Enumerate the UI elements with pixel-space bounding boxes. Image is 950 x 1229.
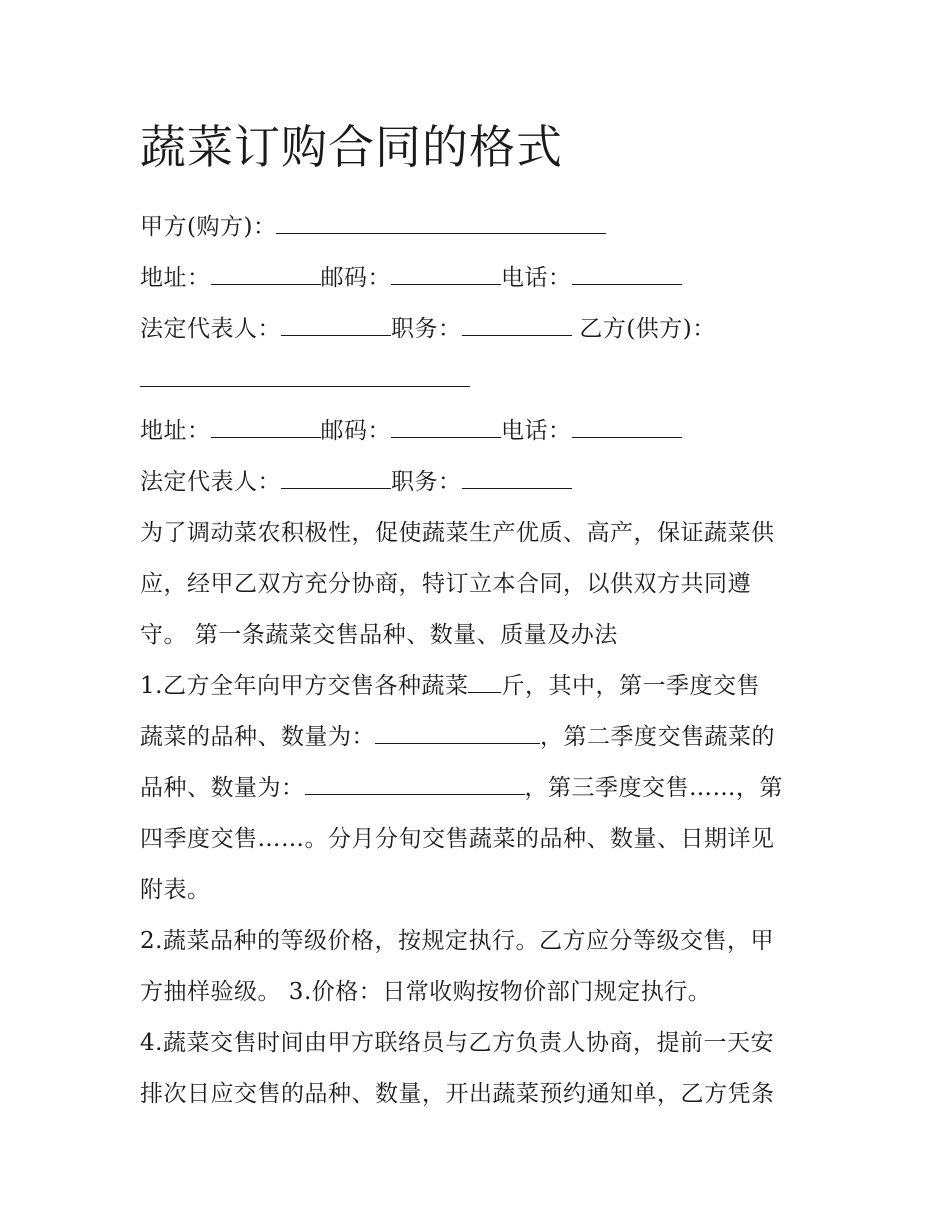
item1-text-b: 斤，其中，第一季度交售 — [501, 673, 760, 699]
party-a-address-label: 地址： — [140, 265, 211, 291]
item1-line-1 — [140, 661, 812, 712]
party-b-rep-line — [140, 457, 812, 508]
party-a-phone-blank — [572, 266, 682, 285]
party-b-position-blank — [462, 470, 572, 489]
party-a-label: 甲方(购方)： — [140, 214, 277, 240]
party-a-position-blank — [462, 317, 572, 336]
party-a-rep-line — [140, 304, 812, 355]
party-a-rep-label: 法定代表人： — [140, 316, 281, 342]
item1-q2-text-b: ，第二季度交售蔬菜的 — [540, 724, 775, 750]
party-b-rep-blank — [281, 470, 391, 489]
party-a-phone-label: 电话： — [501, 265, 572, 291]
party-b-postcode-label: 邮码： — [320, 418, 391, 444]
party-b-label: 乙方(供方)： — [579, 316, 716, 342]
item2-line-2: 方抽样验级。 3.价格：日常收购按物价部门规定执行。 — [140, 979, 712, 1005]
party-b-phone-blank — [572, 419, 682, 438]
party-b-rep-label: 法定代表人： — [140, 469, 281, 495]
item1-q1-blank — [375, 725, 540, 744]
party-b-postcode-blank — [391, 419, 501, 438]
item1-quantity-blank — [468, 674, 501, 693]
item4-line-1: 4.蔬菜交售时间由甲方联络员与乙方负责人协商，提前一天安 — [140, 1030, 774, 1056]
party-a-position-label: 职务： — [391, 316, 462, 342]
party-b-name-blank — [140, 368, 470, 387]
item1-q3-text-a: 品种、数量为： — [140, 775, 305, 801]
item1-q2-text-a: 蔬菜的品种、数量为： — [140, 724, 375, 750]
preamble-line-1: 为了调动菜农积极性，促使蔬菜生产优质、高产，保证蔬菜供 — [140, 520, 775, 546]
party-b-address-blank — [211, 419, 321, 438]
item1-line-3 — [140, 763, 812, 814]
party-b-position-label: 职务： — [391, 469, 462, 495]
item1-line-2 — [140, 712, 812, 763]
item2-line-1: 2.蔬菜品种的等级价格，按规定执行。乙方应分等级交售，甲 — [140, 928, 774, 954]
item1-q3-text-b: ，第三季度交售……，第 — [524, 775, 783, 801]
party-b-contact-line — [140, 406, 812, 457]
preamble-line-2: 应，经甲乙双方充分协商，特订立本合同，以供双方共同遵 — [140, 571, 751, 597]
item1-line-4: 四季度交售……。分月分旬交售蔬菜的品种、数量、日期详见 — [140, 826, 775, 852]
party-b-address-label: 地址： — [140, 418, 211, 444]
item1-q2-blank — [305, 776, 525, 795]
party-a-line — [140, 202, 812, 253]
party-a-name-blank — [276, 215, 606, 234]
item1-line-5: 附表。 — [140, 877, 211, 903]
document-title: 蔬菜订购合同的格式 — [140, 120, 563, 174]
preamble-line-3: 守。 第一条蔬菜交售品种、数量、质量及办法 — [140, 622, 618, 648]
party-b-phone-label: 电话： — [501, 418, 572, 444]
party-a-postcode-label: 邮码： — [320, 265, 391, 291]
document-page — [140, 112, 812, 1120]
party-a-contact-line — [140, 253, 812, 304]
party-a-address-blank — [211, 266, 321, 285]
item4-line-2: 排次日应交售的品种、数量，开出蔬菜预约通知单，乙方凭条 — [140, 1081, 775, 1107]
party-a-postcode-blank — [391, 266, 501, 285]
party-b-name-line — [140, 355, 812, 406]
item1-text-a: 1.乙方全年向甲方交售各种蔬菜 — [140, 673, 469, 699]
party-a-rep-blank — [281, 317, 391, 336]
